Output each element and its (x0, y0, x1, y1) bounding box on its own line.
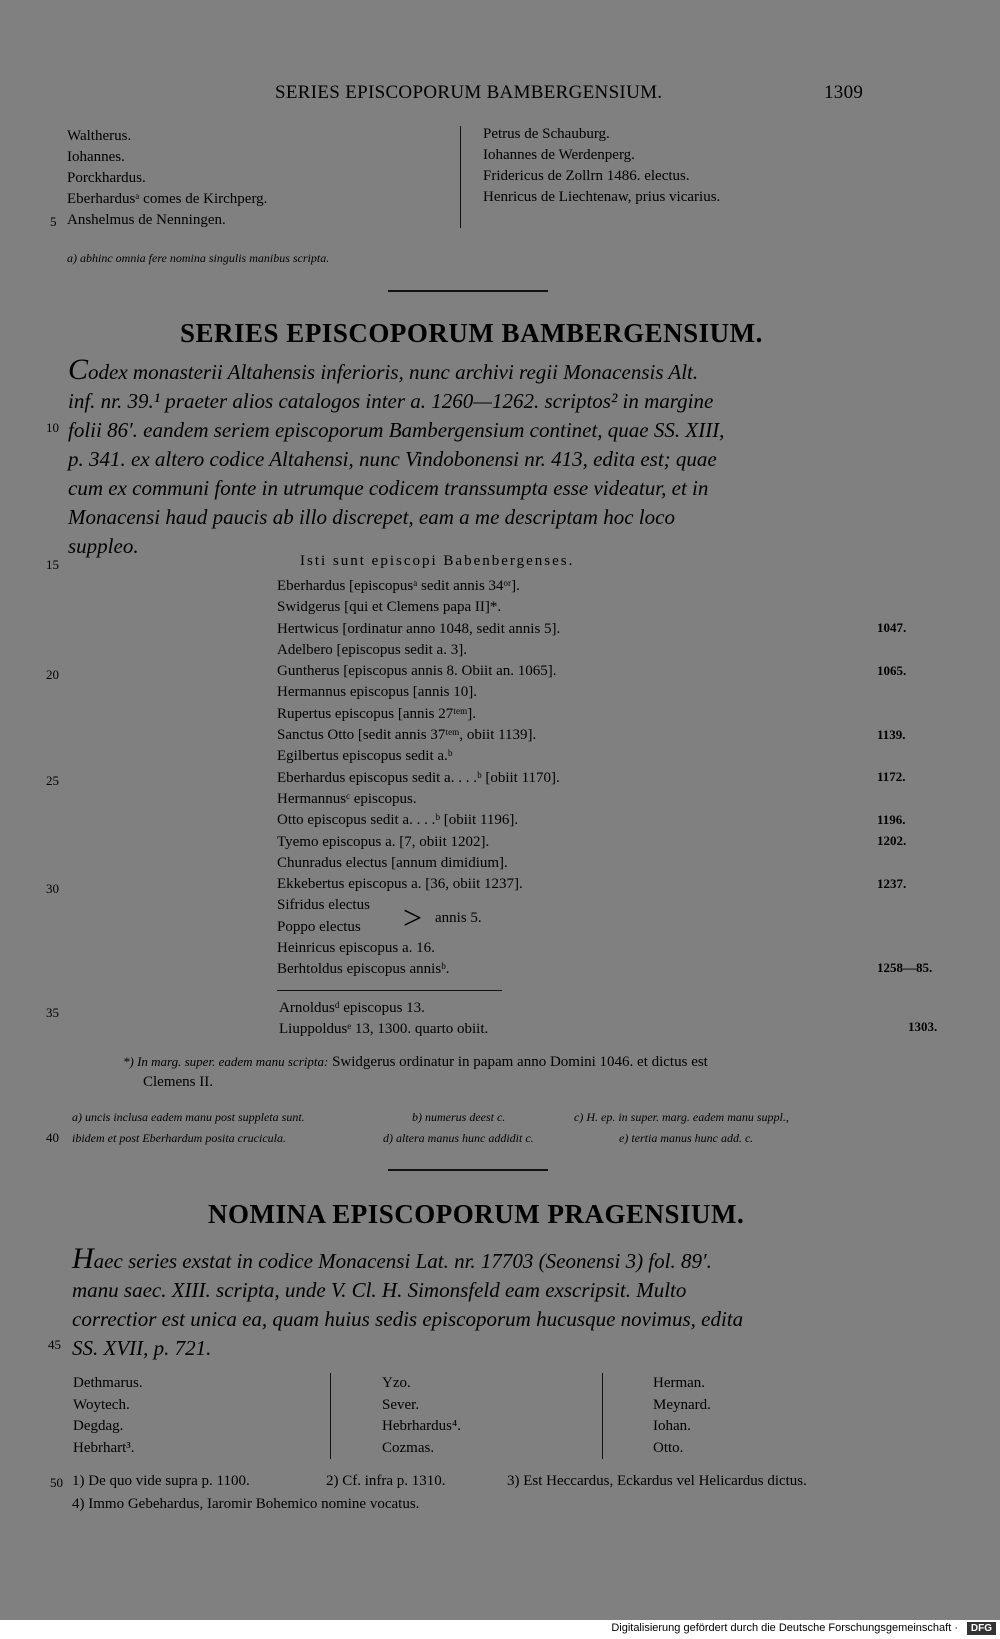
year-marker: 1172. (877, 769, 906, 784)
line-number: 45 (48, 1337, 61, 1352)
list-item: Meynard. (653, 1396, 711, 1413)
pragensium-col-2 (382, 1373, 461, 1459)
column-divider (602, 1373, 603, 1459)
pragensium-col-3 (653, 1373, 711, 1459)
note: a) uncis inclusa eadem manu post suppleta sunt. (72, 1110, 305, 1124)
list-title: Isti sunt episcopi Babenbergenses. (300, 553, 575, 569)
year-marker: 1237. (877, 876, 907, 891)
list-item: Hebrhart³. (73, 1439, 135, 1456)
list-item: Hermannus episcopus [annis 10]. (277, 684, 477, 701)
line-number: 50 (50, 1475, 63, 1490)
list-rule (277, 990, 502, 991)
year-marker: 1202. (877, 833, 907, 848)
list-item: Berhtoldus episcopus annisᵇ. (277, 961, 450, 978)
list-item: Rupertus episcopus [annis 27ᵗᵉᵐ]. (277, 705, 477, 722)
list-item: Iohannes. (67, 149, 125, 165)
list-item: Hebrhardus⁴. (382, 1418, 461, 1434)
drop-cap: C (68, 353, 89, 386)
list-item: Hertwicus [ordinatur anno 1048, sedit annis 5]. (277, 620, 561, 637)
footer-text: Digitalisierung gefördert durch die Deutsche Forschungsgemeinschaft · (611, 1622, 958, 1634)
drop-cap: H (72, 1242, 94, 1275)
footer-bar (0, 1620, 1000, 1639)
line-number: 20 (46, 667, 59, 682)
list-item: Ekkebertus episcopus a. [36, obiit 1237]. (277, 876, 523, 893)
list-item: Otto episcopus sedit a. . . .ᵇ [obiit 1196]. (277, 812, 519, 829)
list-item: Porckhardus. (67, 170, 146, 186)
year-marker: 1196. (877, 812, 906, 827)
list-item: Arnoldusᵈ episcopus 13. (279, 1000, 425, 1016)
list-item: Iohan. (653, 1418, 691, 1434)
line-number: 10 (46, 420, 59, 435)
list-item: Anshelmus de Nenningen. (67, 212, 226, 228)
line-number: 15 (46, 557, 59, 572)
year-marker: 1047. (877, 620, 907, 635)
section-rule (388, 290, 548, 292)
footnote: 2) Cf. infra p. 1310. (326, 1473, 446, 1489)
list-item: Heinricus episcopus a. 16. (277, 940, 435, 957)
list-item: Eberhardus [episcopusᵃ sedit annis 34ᵒʳ]. (277, 578, 520, 594)
list-item: Henricus de Liechtenaw, prius vicarius. (483, 189, 721, 205)
brace: > (403, 900, 423, 937)
brace-label: annis 5. (435, 910, 482, 926)
column-divider (330, 1373, 331, 1459)
line-number: 40 (46, 1130, 59, 1145)
list-item: Cozmas. (382, 1439, 435, 1456)
list-item: Degdag. (73, 1418, 124, 1434)
line-number: 30 (46, 881, 59, 896)
list-item: Eberhardus episcopus sedit a. . . .ᵇ [obiit 1170]. (277, 769, 560, 786)
bishop-list-late (279, 998, 488, 1041)
page-number: 1309 (824, 82, 864, 103)
list-item: Poppo electus (277, 918, 361, 935)
dfg-logo: DFG (967, 1622, 996, 1635)
star-note: *) In marg. super. eadem manu scripta: Swidgerus ordinatur in papam anno Domini 1046. et dictus est Clemens II. (123, 1054, 708, 1090)
note: b) numerus deest c. (412, 1110, 506, 1124)
year-marker: 1303. (908, 1019, 938, 1034)
list-item: Petrus de Schauburg. (483, 126, 610, 142)
section2-title: NOMINA EPISCOPORUM PRAGENSIUM. (208, 1199, 745, 1229)
list-item: Adelbero [episcopus sedit a. 3]. (277, 641, 467, 658)
list-item: Guntherus [episcopus annis 8. Obiit an. 1065]. (277, 663, 557, 680)
list-item: Sifridus electus (277, 897, 370, 914)
list-item: Dethmarus. (73, 1375, 143, 1391)
running-title: SERIES EPISCOPORUM BAMBERGENSIUM. (275, 82, 663, 103)
footnote: 3) Est Heccardus, Eckardus vel Helicardus dictus. (507, 1473, 807, 1489)
list-item: Tyemo episcopus a. [7, obiit 1202]. (277, 833, 490, 850)
list-item: Yzo. (382, 1375, 411, 1391)
note: e) tertia manus hunc add. c. (619, 1131, 754, 1145)
list-item: Iohannes de Werdenperg. (483, 147, 635, 163)
footnote: 1) De quo vide supra p. 1100. (72, 1473, 250, 1489)
list-item: Otto. (653, 1439, 684, 1456)
year-marker: 1258—85. (877, 960, 933, 975)
year-marker: 1065. (877, 663, 907, 678)
list-item: Waltherus. (67, 128, 132, 144)
note: d) altera manus hunc addidit c. (383, 1131, 534, 1145)
footnote: 4) Immo Gebehardus, Iaromir Bohemico nomine vocatus. (72, 1496, 420, 1512)
section1-intro: Codex monasterii Altahensis inferioris, nunc archivi regii Monacensis Alt. inf. nr. 39.¹ praeter alios catalogos inter a. 1260—1262. scriptos² in margine folii 86′. eandem seriem episcoporum Bambergensium continet, quae SS. XIII, p. 341. ex altero codice Altahensi, nunc Vindobonensi nr. 413, edita est; quae cum ex communi fonte in utrumque codicem transsumpta esse videatur, et in Monacensi haud paucis ab illo discrepet, eam a me descriptam hoc loco suppleo. (68, 353, 725, 558)
section-rule (388, 1169, 548, 1171)
list-item: Sanctus Otto [sedit annis 37ᵗᵉᵐ, obiit 1139]. (277, 727, 537, 744)
top-list-right (483, 124, 720, 208)
section1-title: SERIES EPISCOPORUM BAMBERGENSIUM. (180, 318, 763, 348)
year-marker: 1139. (877, 727, 906, 742)
line-number: 5 (50, 214, 57, 229)
list-item: Sever. (382, 1396, 420, 1413)
section2-intro: Haec series exstat in codice Monacensi Lat. nr. 17703 (Seonensi 3) fol. 89′. manu saec. XIII. scripta, unde V. Cl. H. Simonsfeld eam exscripsit. Multo correctior est unica ea, quam huius sedis episcoporum hucusque novimus, edita SS. XVII, p. 721. (72, 1242, 744, 1360)
list-item: Eberhardusᵃ comes de Kirchperg. (67, 191, 268, 207)
column-divider (460, 126, 461, 228)
footnote-top: a) abhinc omnia fere nomina singulis manibus scripta. (67, 251, 330, 265)
list-item: Egilbertus episcopus sedit a.ᵇ (277, 748, 453, 765)
pragensium-col-1 (73, 1373, 143, 1459)
note: ibidem et post Eberhardum posita crucicula. (72, 1131, 286, 1145)
list-item: Liuppoldusᵉ 13, 1300. quarto obiit. (279, 1021, 489, 1038)
list-item: Fridericus de Zollrn 1486. electus. (483, 168, 690, 184)
list-item: Woytech. (73, 1396, 130, 1413)
list-item: Chunradus electus [annum dimidium]. (277, 854, 508, 871)
note: c) H. ep. in super. marg. eadem manu suppl., (574, 1110, 789, 1124)
line-number: 35 (46, 1005, 59, 1020)
top-list-left (67, 126, 267, 231)
line-number: 25 (46, 773, 59, 788)
list-item: Herman. (653, 1375, 706, 1391)
list-item: Hermannusᶜ episcopus. (277, 790, 417, 807)
list-item: Swidgerus [qui et Clemens papa II]*. (277, 599, 502, 616)
